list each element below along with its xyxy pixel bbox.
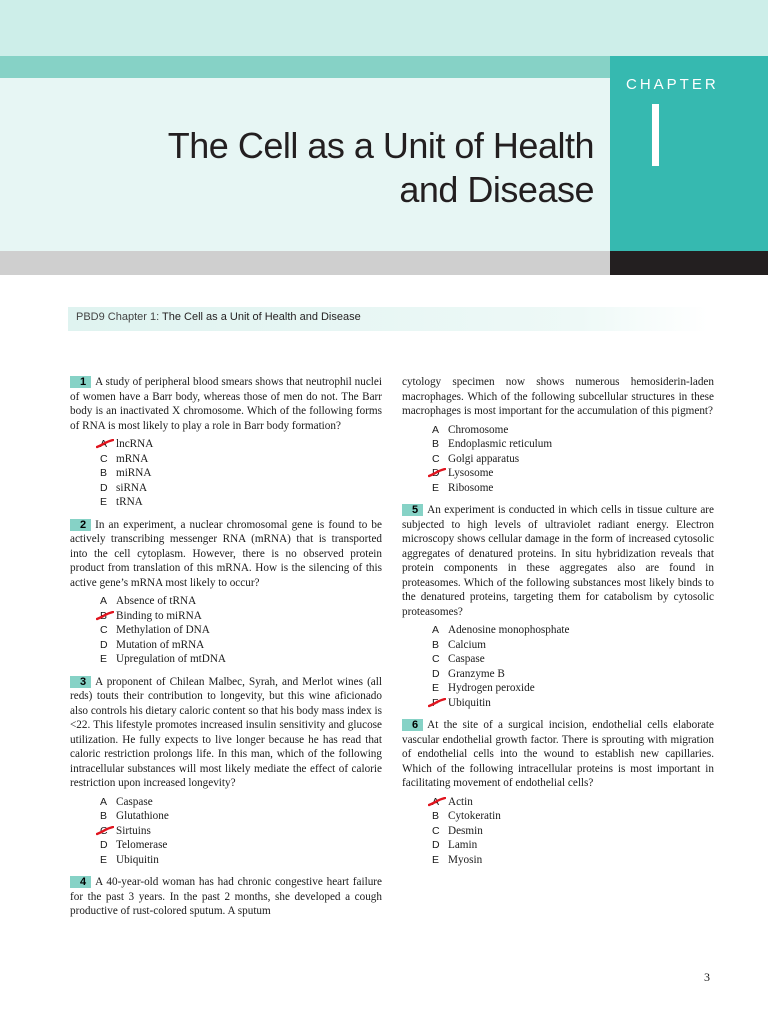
answer-options: [100, 437, 382, 510]
answer-option: [432, 681, 714, 696]
question-stem: A study of peripheral blood smears shows that neutrophil nuclei of women have a Barr body, whereas those of men do not. The Barr body is an inactivated X chromosome. Which of the following forms of RNA is most likely to play a role in Barr body formation?: [70, 376, 382, 432]
option-letter: B: [100, 467, 108, 479]
question-stem: A proponent of Chilean Malbec, Syrah, and Merlot wines (all reds) touts their contribution to longevity, but this wine aficionado also controls his dietary caloric content so that his body mass index is <22. This lifestyle promotes increased insulin sensitivity and glucose utilization. He fully expects to live longer because he has read that caloric restriction prolongs life. In this man, which of the following intracellular substances will most likely mediate the effect of calorie restriction upon increased longevity?: [70, 675, 382, 789]
answer-option: [100, 809, 382, 824]
answer-options: [100, 594, 382, 667]
question-number: 5: [402, 504, 423, 516]
option-text: Granzyme B: [448, 667, 505, 680]
section-subheader: [68, 307, 708, 331]
answer-option: [100, 594, 382, 609]
option-text: tRNA: [116, 496, 143, 508]
answer-option: [432, 809, 714, 824]
subheader-prefix: PBD9 Chapter 1:: [76, 311, 163, 323]
chapter-label: CHAPTER: [626, 76, 719, 93]
question-stem: In an experiment, a nuclear chromosomal gene is found to be actively transcribing messenger RNA (mRNA) that is transported into the cell cytoplasm. However, there is no observed protein product from translation of this mRNA. How is the silencing of this active gene’s mRNA most likely to occur?: [70, 518, 382, 589]
option-letter: D: [432, 839, 440, 851]
option-letter: E: [100, 653, 108, 665]
option-text: Ribosome: [448, 481, 494, 494]
left-column: [70, 375, 382, 927]
option-text: Chromosome: [448, 423, 509, 436]
question-number: 2: [70, 519, 91, 531]
question-2: [70, 518, 382, 667]
option-text: miRNA: [116, 467, 152, 479]
question-stem: An experiment is conducted in which cells in tissue culture are subjected to high levels of ultraviolet radiant energy. Electron microscopy shows cellular damage in the form of increased cytosolic aggregates of denatured proteins. In situ hybridization reveals that protein components in these aggregates also are found in proteasomes. Which of the following substances most likely binds to the denatured proteins, targeting them for catabolism by cytosolic proteasomes?: [402, 504, 714, 618]
answer-option: [100, 495, 382, 510]
right-column: [402, 375, 714, 875]
pen-check-mark-icon: [428, 797, 446, 807]
option-text: Lysosome: [448, 467, 494, 479]
answer-option: [100, 838, 382, 853]
option-text: lncRNA: [116, 438, 154, 450]
option-text: Methylation of DNA: [116, 624, 210, 636]
pen-check-mark-icon: [428, 698, 446, 708]
pen-check-mark-icon: [96, 826, 114, 836]
question-number: 3: [70, 676, 91, 688]
option-letter: B: [432, 810, 440, 822]
option-letter: A: [432, 423, 440, 436]
chapter-black-band: [610, 251, 768, 275]
option-letter: E: [100, 496, 108, 508]
question-stem-continued: cytology specimen now shows numerous hemosiderin-laden macrophages. Which of the following subcellular structures in these macrophages is most important for the accumulation of this pigment?: [402, 376, 714, 417]
answer-option: [432, 838, 714, 853]
option-letter: A: [100, 595, 108, 607]
pen-check-mark-icon: [428, 468, 446, 478]
option-letter: E: [432, 682, 440, 694]
page-title: [94, 124, 594, 212]
header-top-band: [0, 0, 768, 56]
chapter-number: [652, 104, 659, 166]
option-text: Actin: [448, 795, 473, 808]
question-6: [402, 718, 714, 867]
option-text: Calcium: [448, 638, 486, 651]
answer-option: [432, 623, 714, 638]
question-4-continued: [402, 375, 714, 495]
answer-option: [100, 437, 382, 452]
answer-option: [432, 638, 714, 653]
question-stem: At the site of a surgical incision, endothelial cells elaborate vascular endothelial growth factor. There is sprouting with migration of endothelial cells into the wound to establish new capillaries. Which of the following intracellular proteins is most important in facilitating movement of endothelial cells?: [402, 719, 714, 789]
answer-option: [100, 652, 382, 667]
answer-option: [432, 423, 714, 438]
header-accent-band: [0, 56, 610, 78]
option-text: Mutation of mRNA: [116, 638, 205, 651]
answer-option: [432, 466, 714, 481]
answer-option: [432, 696, 714, 711]
option-text: Telomerase: [116, 839, 168, 851]
option-letter: F: [432, 696, 439, 709]
answer-option: [100, 481, 382, 496]
question-3: [70, 675, 382, 868]
option-text: Myosin: [448, 853, 483, 866]
option-text: Caspase: [448, 653, 485, 665]
option-text: Sirtuins: [116, 824, 151, 837]
option-text: Adenosine monophosphate: [448, 624, 570, 636]
option-text: Endoplasmic reticulum: [448, 438, 553, 450]
option-letter: D: [100, 481, 108, 494]
option-letter: E: [100, 853, 108, 866]
answer-options: [432, 795, 714, 868]
option-letter: B: [432, 638, 440, 651]
option-text: Hydrogen peroxide: [448, 682, 535, 694]
option-letter: B: [100, 609, 108, 622]
pen-check-mark-icon: [96, 611, 114, 621]
answer-option: [432, 452, 714, 467]
question-4: [70, 875, 382, 919]
question-stem: A 40-year-old woman has had chronic congestive heart failure for the past 3 years. In the past 2 months, she developed a cough productive of rust-colored sputum. A sputum: [70, 876, 382, 917]
option-text: Absence of tRNA: [116, 595, 197, 607]
option-text: Caspase: [116, 795, 153, 808]
option-text: mRNA: [116, 452, 149, 465]
option-text: Golgi apparatus: [448, 452, 520, 465]
answer-option: [432, 652, 714, 667]
option-text: siRNA: [116, 481, 148, 494]
answer-option: [100, 638, 382, 653]
answer-options: [100, 795, 382, 868]
title-line-1: The Cell as a Unit of Health: [167, 125, 594, 166]
answer-option: [432, 853, 714, 868]
option-letter: C: [100, 624, 108, 636]
option-letter: D: [100, 638, 108, 651]
option-letter: C: [100, 824, 108, 837]
page-number: 3: [704, 970, 710, 984]
answer-option: [100, 452, 382, 467]
option-letter: C: [100, 452, 108, 465]
answer-option: [432, 481, 714, 496]
option-letter: C: [432, 653, 440, 665]
option-letter: A: [432, 795, 440, 808]
option-letter: A: [100, 795, 108, 808]
option-letter: A: [100, 438, 108, 450]
answer-option: [100, 824, 382, 839]
option-text: Ubiquitin: [448, 696, 491, 709]
pen-check-mark-icon: [96, 439, 114, 449]
option-letter: D: [432, 467, 440, 479]
answer-option: [100, 795, 382, 810]
answer-option: [100, 609, 382, 624]
answer-option: [432, 437, 714, 452]
option-letter: B: [432, 438, 440, 450]
question-5: [402, 503, 714, 710]
answer-option: [432, 667, 714, 682]
title-line-2: and Disease: [399, 169, 594, 210]
answer-option: [100, 466, 382, 481]
answer-option: [100, 853, 382, 868]
option-letter: D: [432, 667, 440, 680]
option-text: Ubiquitin: [116, 853, 159, 866]
header-gray-band: [0, 251, 610, 275]
option-letter: D: [100, 839, 108, 851]
option-letter: B: [100, 810, 108, 822]
option-letter: A: [432, 624, 440, 636]
question-number: 1: [70, 376, 91, 388]
option-text: Lamin: [448, 839, 478, 851]
option-letter: C: [432, 824, 440, 837]
option-text: Glutathione: [116, 810, 169, 822]
option-letter: C: [432, 452, 440, 465]
option-letter: E: [432, 481, 440, 494]
question-number: 6: [402, 719, 423, 731]
question-1: [70, 375, 382, 510]
answer-option: [100, 623, 382, 638]
option-text: Desmin: [448, 824, 483, 837]
question-number: 4: [70, 876, 91, 888]
option-letter: E: [432, 853, 440, 866]
option-text: Cytokeratin: [448, 810, 501, 822]
answer-option: [432, 795, 714, 810]
answer-options: [432, 623, 714, 710]
answer-option: [432, 824, 714, 839]
option-text: Binding to miRNA: [116, 609, 202, 622]
answer-options: [432, 423, 714, 496]
subheader-text: The Cell as a Unit of Health and Disease: [162, 311, 361, 323]
option-text: Upregulation of mtDNA: [116, 653, 226, 665]
